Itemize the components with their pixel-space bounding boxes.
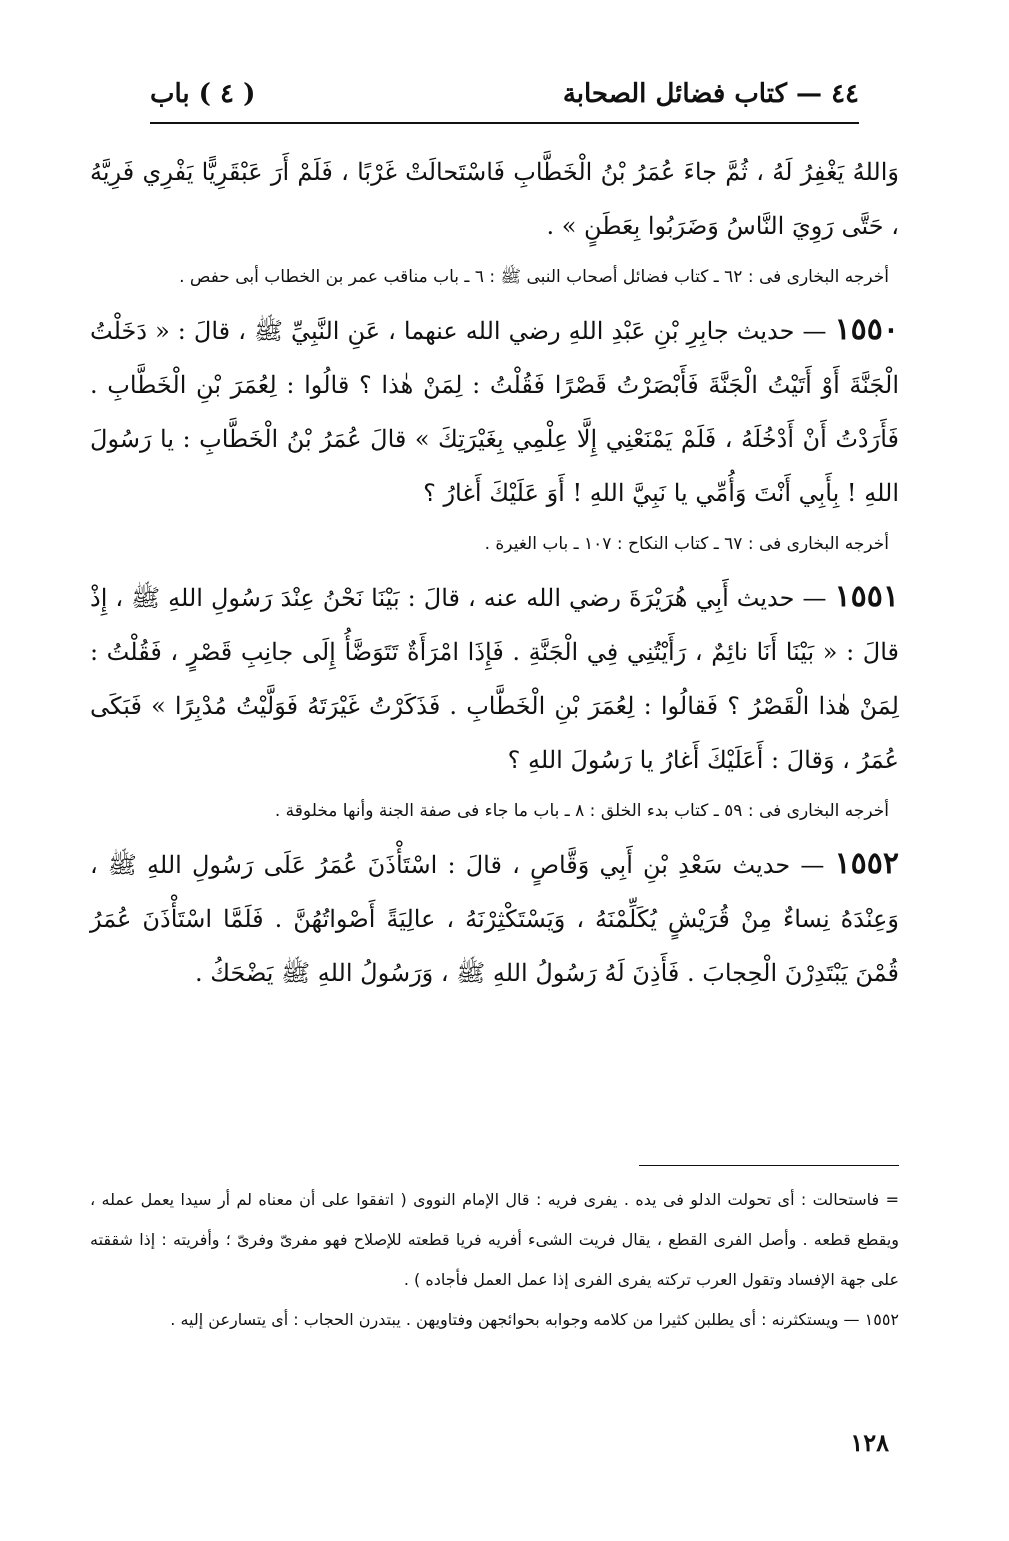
footnote: ١٥٥٢ — ويستكثرنه : أى يطلبن كثيرا من كلامه وجوابه بحوائجهن وفتاويهن . يبتدرن الحجاب : أى يتسارعن إليه . xyxy=(170,1310,899,1329)
main-text xyxy=(90,145,899,1000)
hadith-1551 xyxy=(90,570,899,787)
hadith-number: ١٥٥٠ xyxy=(834,312,899,347)
hadith-number: ١٥٥٢ xyxy=(834,846,899,881)
page-number: ١٢٨ xyxy=(850,1428,889,1457)
hadith-number: ١٥٥١ xyxy=(834,579,899,614)
running-header xyxy=(150,70,859,118)
footnotes xyxy=(90,1180,899,1340)
hadith-body: — حديث سَعْدِ بْنِ أَبِي وَقَّاصٍ ، قالَ : اسْتَأْذَنَ عُمَرُ عَلَى رَسُولِ اللهِ ﷺ ، وَعِنْدَهُ نِساءٌ مِنْ قُرَيْشٍ يُكَلِّمْنَهُ ، وَيَسْتَكْثِرْنَهُ ، عالِيَةً أَصْواتُهُنَّ . فَلَمَّا اسْتَأْذَنَ عُمَرُ قُمْنَ يَبْتَدِرْنَ الْحِجابَ . فَأَذِنَ لَهُ رَسُولُ اللهِ ﷺ ، وَرَسُولُ اللهِ ﷺ يَضْحَكُ . xyxy=(90,851,899,987)
hadith-continuation: وَاللهُ يَغْفِرُ لَهُ ، ثُمَّ جاءَ عُمَرُ بْنُ الْخَطَّابِ فَاسْتَحالَتْ غَرْبًا ، فَلَمْ أَرَ عَبْقَرِيًّا يَفْرِي فَرِيَّهُ ، حَتَّى رَوِيَ النَّاسُ وَضَرَبُوا بِعَطَنٍ » . xyxy=(90,158,899,240)
hadith-reference: أخرجه البخارى فى : ٦٧ ـ كتاب النكاح : ١٠٧ ـ باب الغيرة . xyxy=(484,534,889,554)
header-rule xyxy=(150,122,859,124)
footnote-rule xyxy=(639,1165,899,1166)
hadith-reference: أخرجه البخارى فى : ٦٢ ـ كتاب فضائل أصحاب النبى ﷺ : ٦ ـ باب مناقب عمر بن الخطاب أبى حفص . xyxy=(179,267,889,287)
hadith-body: — حديث أَبِي هُرَيْرَةَ رضي الله عنه ، قالَ : بَيْنَا نَحْنُ عِنْدَ رَسُولِ اللهِ ﷺ ، إِذْ قالَ : « بَيْنَا أَنَا نائِمٌ ، رَأَيْتُنِي فِي الْجَنَّةِ . فَإِذَا امْرَأَةٌ تَتَوَضَّأُ إِلَى جانِبِ قَصْرٍ ، فَقُلْتُ : لِمَنْ هٰذا الْقَصْرُ ؟ فَقالُوا : لِعُمَرَ بْنِ الْخَطَّابِ . فَذَكَرْتُ غَيْرَتَهُ فَوَلَّيْتُ مُدْبِرًا » فَبَكَى عُمَرُ ، وَقالَ : أَعَلَيْكَ أَغارُ يا رَسُولَ اللهِ ؟ xyxy=(90,584,899,774)
hadith-1550 xyxy=(90,303,899,520)
chapter-title: ٤٤ — كتاب فضائل الصحابة xyxy=(562,79,859,109)
hadith-body: — حديث جابِرِ بْنِ عَبْدِ اللهِ رضي الله عنهما ، عَنِ النَّبِيِّ ﷺ ، قالَ : « دَخَلْتُ الْجَنَّةَ أَوْ أَتَيْتُ الْجَنَّةَ فَأَبْصَرْتُ قَصْرًا فَقُلْتُ : لِمَنْ هٰذا ؟ قالُوا : لِعُمَرَ بْنِ الْخَطَّابِ . فَأَرَدْتُ أَنْ أَدْخُلَهُ ، فَلَمْ يَمْنَعْنِي إِلَّا عِلْمِي بِغَيْرَتِكَ » قالَ عُمَرُ بْنُ الْخَطَّابِ : يا رَسُولَ اللهِ ! بِأَبِي أَنْتَ وَأُمِّي يا نَبِيَّ اللهِ ! أَوَ عَلَيْكَ أَغارُ ؟ xyxy=(90,317,899,507)
footnote: = فاستحالت : أى تحولت الدلو فى يده . يفرى فريه : قال الإمام النووى ( اتفقوا على أن معناه لم أر سيدا يعمل عمله ، ويقطع قطعه . وأصل الفرى القطع ، يقال فريت الشىء أفريه فريا قطعته للإصلاح فهو مفرىّ وفرىّ ؛ وأفريته : إذا شققته على جهة الإفساد وتقول العرب تركته يفرى الفرى إذا عمل العمل فأجاده ) . xyxy=(90,1190,899,1289)
section-label: ( ٤ ) باب xyxy=(150,79,256,109)
hadith-1552 xyxy=(90,837,899,1000)
hadith-reference: أخرجه البخارى فى : ٥٩ ـ كتاب بدء الخلق : ٨ ـ باب ما جاء فى صفة الجنة وأنها مخلوقة . xyxy=(274,801,889,821)
